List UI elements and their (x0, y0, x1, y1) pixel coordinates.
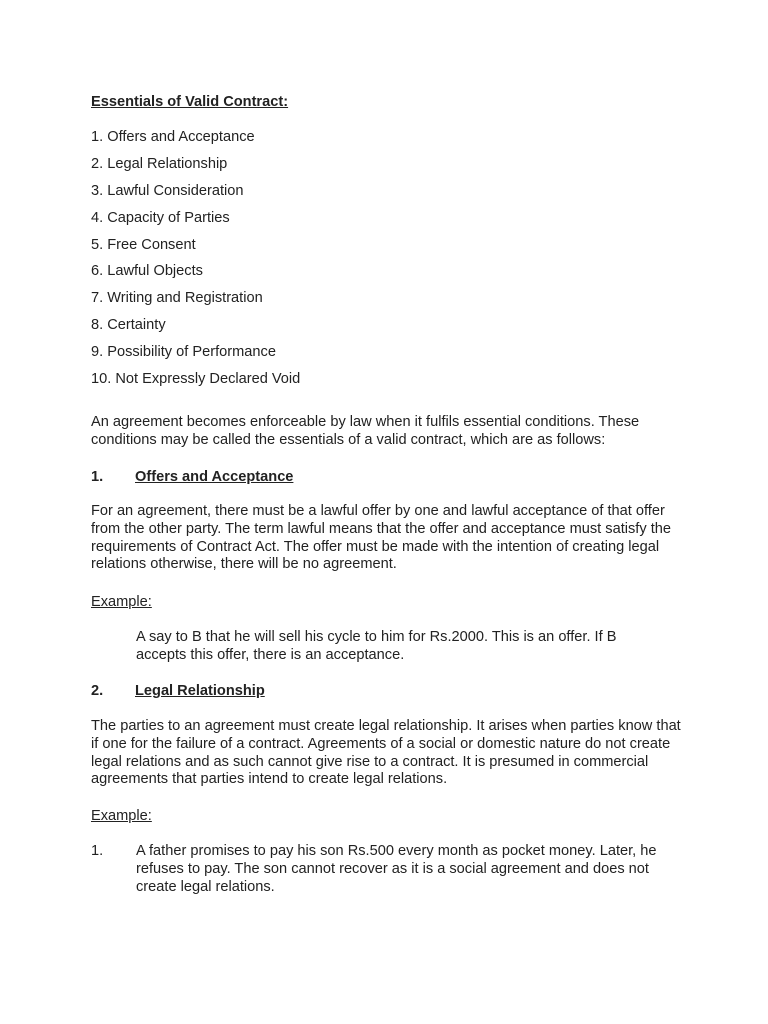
list-item: 2. Legal Relationship (91, 155, 228, 172)
section-body-offers: For an agreement, there must be a lawful offer by one and lawful acceptance of that offer from the other party. The term lawful means that the offer and acceptance must satisfy the requirements of Contract Act. The offer must be made with the intention of creating legal relations otherwise, there will be no agreement. (91, 503, 671, 573)
example-number: 1. (91, 843, 104, 859)
section-heading-offers (91, 468, 293, 486)
list-item: 7. Writing and Registration (91, 290, 263, 307)
example-label: Example: (91, 808, 152, 824)
section-heading-legal (91, 682, 265, 700)
list-item: 10. Not Expressly Declared Void (91, 371, 301, 388)
list-item: 1. Offers and Acceptance (91, 129, 255, 145)
example-label: Example: (91, 594, 152, 610)
list-item: 5. Free Consent (91, 236, 196, 253)
list-item: 6. Lawful Objects (91, 263, 203, 280)
list-item: 8. Certainty (91, 317, 166, 334)
example-text-legal: A father promises to pay his son Rs.500 every month as pocket money. Later, he refuses to pay. The son cannot recover as it is a social agreement and does not create legal relations. (136, 843, 657, 895)
section-number: 1. (91, 469, 104, 485)
list-item: 9. Possibility of Performance (91, 344, 276, 361)
document-title: Essentials of Valid Contract: (91, 94, 289, 110)
essentials-list (91, 128, 300, 397)
list-item: 3. Lawful Consideration (91, 182, 244, 199)
example-text-offers: A say to B that he will sell his cycle to him for Rs.2000. This is an offer. If B accepts this offer, there is an acceptance. (136, 629, 617, 663)
section-number: 2. (91, 683, 104, 699)
list-item: 4. Capacity of Parties (91, 209, 230, 226)
section-body-legal: The parties to an agreement must create legal relationship. It arises when parties know that if one for the failure of a contract. Agreements of a social or domestic nature do not create legal relations and as such cannot give rise to a contract. It is presumed in commercial agreements that parties intend to create legal relations. (91, 718, 681, 788)
intro-paragraph: An agreement becomes enforceable by law when it fulfils essential conditions. These conditions may be called the essentials of a valid contract, which are as follows: (91, 414, 640, 448)
section-title: Legal Relationship (135, 683, 265, 699)
section-title: Offers and Acceptance (135, 469, 294, 485)
